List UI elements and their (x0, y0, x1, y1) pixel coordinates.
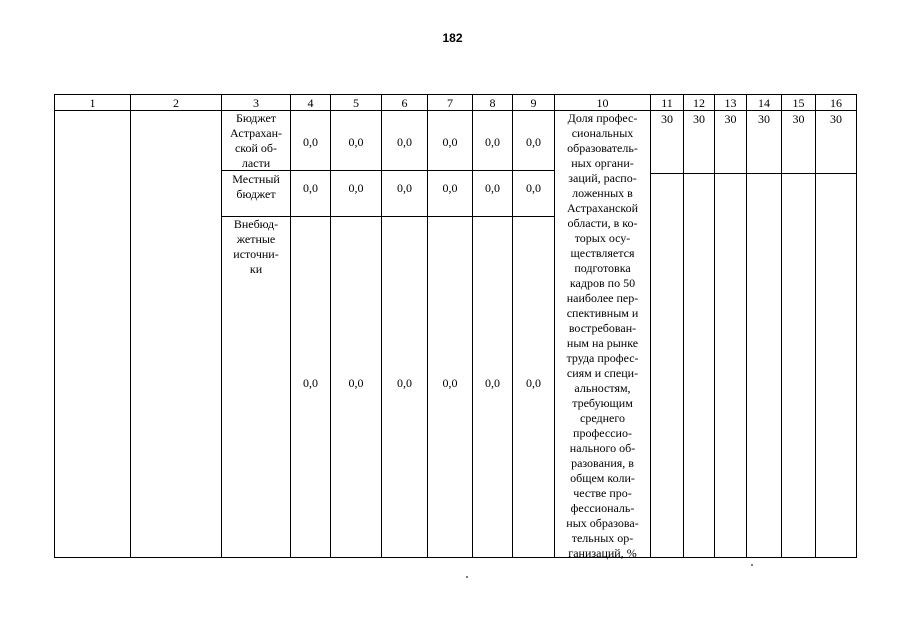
column-header: 16 (830, 96, 842, 110)
funding-source-label: Бюджет Астрахан- ской об- ласти (230, 111, 282, 170)
column-header: 14 (758, 96, 770, 110)
col-border (54, 94, 55, 558)
col-border (781, 94, 782, 558)
value-cell: 0,0 (485, 376, 500, 390)
column-header: 2 (173, 96, 179, 110)
col-border (683, 94, 684, 558)
table-bottom-border (54, 557, 856, 558)
value-cell: 0,0 (485, 181, 500, 195)
value-cell: 0,0 (303, 135, 318, 149)
value-cell: 0,0 (526, 135, 541, 149)
column-header: 5 (353, 96, 359, 110)
column-header: 13 (724, 96, 737, 110)
value-cell: 0,0 (442, 181, 458, 195)
table-top-border (54, 94, 856, 95)
scan-speck (751, 564, 753, 566)
col-border (512, 94, 513, 558)
target-value: 30 (724, 112, 737, 126)
column-header: 9 (530, 96, 537, 110)
col-border (427, 94, 428, 558)
column-header: 8 (489, 96, 496, 110)
value-cell: 0,0 (526, 181, 541, 195)
column-header: 6 (401, 96, 408, 110)
column-header: 1 (89, 96, 96, 110)
value-cell: 0,0 (442, 376, 458, 390)
value-cell: 0,0 (397, 376, 412, 390)
col-border (290, 94, 291, 558)
col-border (381, 94, 382, 558)
column-header: 3 (253, 96, 259, 110)
column-header: 4 (307, 96, 314, 110)
col-border (856, 94, 857, 558)
value-cell: 0,0 (303, 376, 318, 390)
target-value: 30 (661, 112, 673, 126)
column-header: 7 (447, 96, 453, 110)
value-cell: 0,0 (397, 135, 412, 149)
col-border (714, 94, 715, 558)
target-value: 30 (758, 112, 770, 126)
value-cell: 0,0 (442, 135, 458, 149)
value-cell: 0,0 (348, 135, 364, 149)
column-header: 10 (596, 96, 609, 110)
page-number: 182 (442, 31, 463, 45)
column-header: 15 (792, 96, 805, 110)
column-header: 12 (693, 96, 705, 110)
value-cell: 0,0 (526, 376, 541, 390)
col-border (130, 94, 131, 558)
col-border (472, 94, 473, 558)
indicator-description: Доля профес- сиональных образователь- ных органи- заций, распо- ложенных в Астраханской области, в ко- торых осу- ществляется подготовка кадров по 50 наиболее пер- спективным и востребован- ным на рынке труда профес- сиям и специ- альностям, требующим среднего профессио- нального об- разования, в общем коли- честве про- фессиональ- ных образова- тельных ор- ганизаций, % (566, 111, 639, 560)
value-cell: 0,0 (397, 181, 412, 195)
target-row-divider (650, 173, 856, 174)
column-header: 11 (661, 96, 673, 110)
col-border (815, 94, 816, 558)
funding-source-label: Местный бюджет (232, 172, 280, 201)
scan-speck (466, 576, 468, 578)
col-border (650, 94, 651, 558)
target-value: 30 (830, 112, 842, 126)
value-cell: 0,0 (348, 376, 364, 390)
col-border (746, 94, 747, 558)
col-border (330, 94, 331, 558)
value-cell: 0,0 (303, 181, 318, 195)
value-cell: 0,0 (348, 181, 364, 195)
value-cell: 0,0 (485, 135, 500, 149)
funding-source-label: Внебюд- жетные источни- ки (233, 217, 279, 276)
target-value: 30 (693, 112, 705, 126)
target-value: 30 (792, 112, 805, 126)
